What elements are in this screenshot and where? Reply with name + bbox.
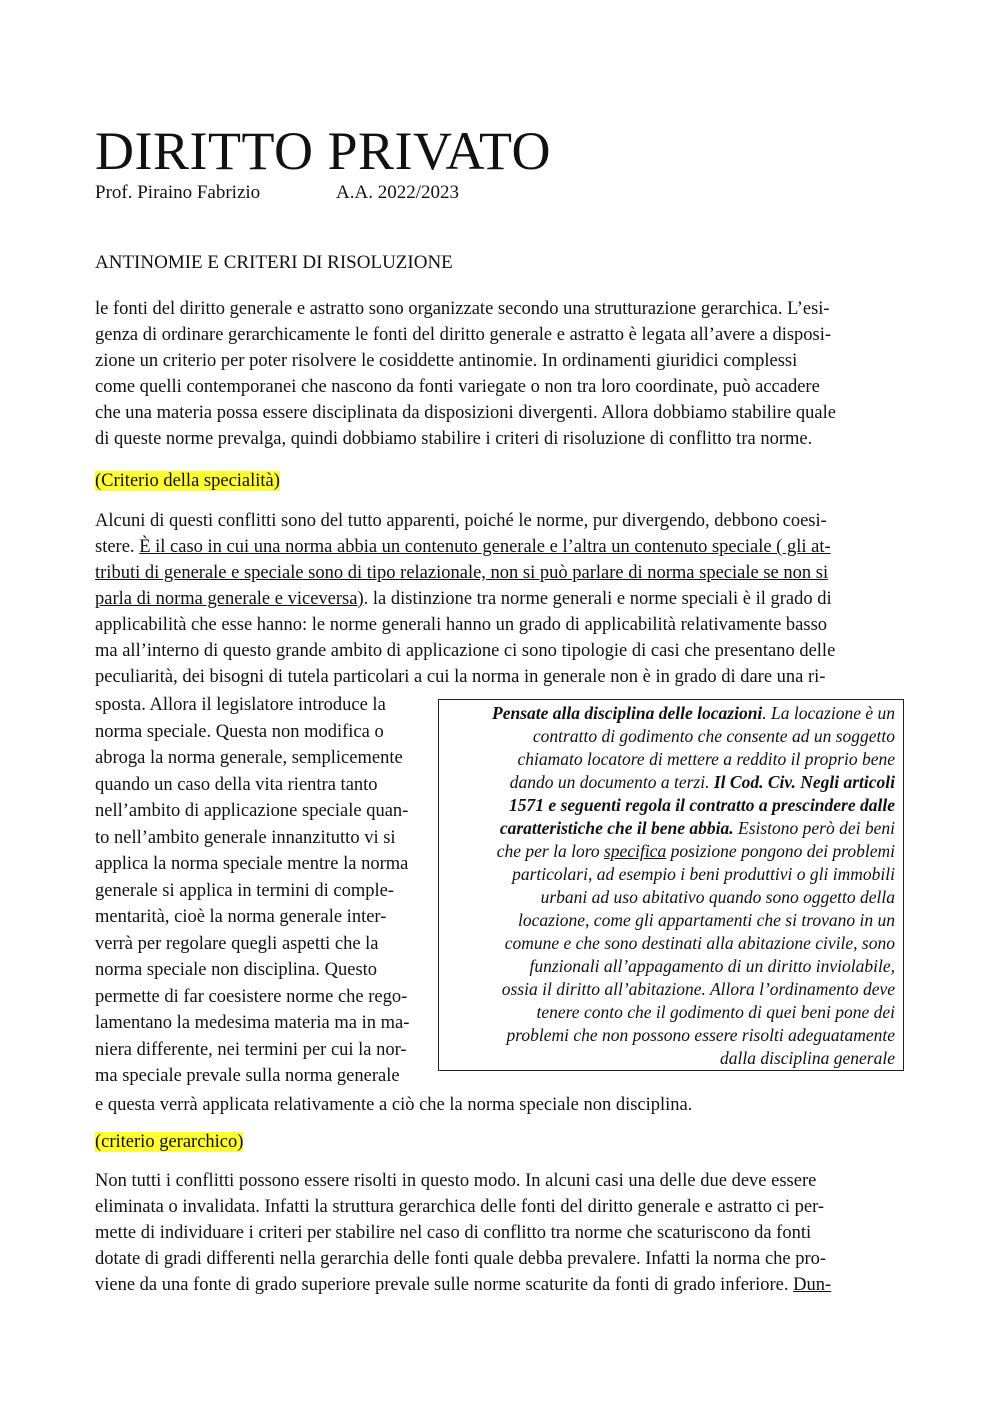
text-line: locazione, come gli appartamenti che si trovano in un — [517, 910, 895, 930]
text-line: zione un criterio per poter risolvere le cosiddette antinomie. In ordinamenti giuridici complessi — [95, 351, 798, 371]
text-line: abroga la norma generale, semplicemente — [95, 748, 403, 768]
text-line: che una materia possa essere disciplinata da disposizioni divergenti. Allora dobbiamo stabilire quale — [95, 403, 836, 423]
highlighted-heading: (criterio gerarchico) — [95, 1132, 244, 1152]
bold-text: 1571 e seguenti regola il contratto a prescindere dalle — [509, 795, 895, 815]
text-line: ossia il diritto all’abitazione. Allora l’ordinamento deve — [501, 979, 895, 999]
heading-criterio-gerarchico — [95, 1129, 243, 1155]
text-line: Alcuni di questi conflitti sono del tutto apparenti, poiché le norme, pur divergendo, debbono coesi- — [95, 511, 827, 531]
text-line: genza di ordinare gerarchicamente le fonti del diritto generale e astratto è legata all’avere a disposi- — [95, 325, 832, 345]
text-span: posizione pongono dei problemi — [666, 841, 895, 861]
underlined-text: parla di norma generale e viceversa) — [95, 589, 364, 609]
section-title: ANTINOMIE E CRITERI DI RISOLUZIONE — [95, 252, 453, 273]
text-line: niera differente, nei termini per cui la nor- — [95, 1039, 407, 1060]
text-line: quando un caso della vita rientra tanto — [95, 774, 378, 795]
professor-name: Prof. Piraino Fabrizio — [95, 182, 261, 203]
bold-text: caratteristiche che il bene abbia. — [499, 818, 734, 838]
text-line: norma speciale. Questa non modifica o — [95, 721, 384, 742]
text-line: tenere conto che il godimento di quei beni pone dei — [536, 1002, 895, 1022]
text-line: mentarità, cioè la norma generale inter- — [95, 907, 387, 927]
text-span: . La locazione è un — [762, 703, 895, 723]
text-line: funzionali all’appagamento di un diritto inviolabile, — [529, 956, 895, 976]
text-line: le fonti del diritto generale e astratto sono organizzate secondo una strutturazione gerarchica. L’esi- — [95, 299, 830, 319]
text-line — [95, 534, 835, 560]
text-line: particolari, ad esempio i beni produttivi o gli immobili — [512, 864, 895, 884]
text-span: stere. — [95, 537, 140, 557]
text-line: peculiarità, dei bisogni di tutela particolari a cui la norma in generale non è in grado di dare una ri- — [95, 667, 826, 687]
text-span: . la distinzione tra norme generali e norme speciali è il grado di — [363, 589, 832, 609]
text-line: problemi che non possono essere risolti adeguatamente — [506, 1025, 895, 1045]
text-line: dalla disciplina generale — [720, 1048, 895, 1068]
underlined-text: specifica — [604, 841, 667, 861]
academic-year: A.A. 2022/2023 — [336, 182, 459, 203]
text-line: ma speciale prevale sulla norma generale — [95, 1066, 400, 1086]
text-line — [492, 702, 895, 725]
text-line: mette di individuare i criteri per stabilire nel caso di conflitto tra norme che scaturiscono da fonti — [95, 1223, 812, 1243]
text-line: permette di far coesistere norme che rego- — [95, 986, 408, 1007]
text-line: come quelli contemporanei che nascono da fonti variegate o non tra loro coordinate, può accadere — [95, 377, 820, 397]
text-line: lamentano la medesima materia ma in ma- — [95, 1013, 410, 1033]
heading-criterio-specialita — [95, 468, 280, 494]
text-span: viene da una fonte di grado superiore prevale sulle norme scaturite da fonti di grado inferiore. — [95, 1275, 794, 1295]
text-line: eliminata o invalidata. Infatti la struttura gerarchica delle fonti del diritto generale e astratto ci per- — [95, 1197, 825, 1217]
text-line: comune e che sono destinati alla abitazione civile, sono — [504, 933, 895, 953]
text-span: Esistono però dei beni — [733, 818, 895, 838]
text-line: di queste norme prevalga, quindi dobbiamo stabilire i criteri di risoluzione di conflitto tra norme. — [95, 429, 813, 449]
bold-text: Il Cod. Civ. Negli articoli — [713, 772, 895, 792]
text-line: Non tutti i conflitti possono essere risolti in questo modo. In alcuni casi una delle due deve essere — [95, 1171, 817, 1191]
text-line — [95, 1272, 831, 1298]
text-line: to nell’ambito generale innanzitutto vi si — [95, 827, 396, 848]
bold-text: Pensate alla disciplina delle locazioni — [492, 703, 763, 723]
locazioni-text-box — [438, 699, 904, 1071]
intro-paragraph — [95, 296, 836, 452]
text-line: dotate di gradi differenti nella gerarchia delle fonti quale debba prevalere. Infatti la norma che pro- — [95, 1249, 827, 1269]
text-line: generale si applica in termini di comple- — [95, 880, 394, 901]
text-line — [492, 771, 895, 794]
text-line — [492, 817, 895, 840]
text-line: chiamato locatore di mettere a reddito il proprio bene — [517, 749, 895, 769]
locazioni-box-text — [492, 702, 895, 1070]
document-title: DIRITTO PRIVATO — [95, 121, 552, 181]
text-line — [492, 794, 895, 817]
specialita-paragraph — [95, 508, 835, 690]
underlined-text: Dun- — [793, 1275, 832, 1295]
text-line: applicabilità che esse hanno: le norme generali hanno un grado di applicabilità relativamente basso — [95, 615, 828, 635]
text-span: dando un documento a terzi. — [509, 772, 714, 792]
specialita-closing-line — [95, 1092, 692, 1118]
text-line: sposta. Allora il legislatore introduce la — [95, 695, 386, 715]
highlighted-heading: (Criterio della specialità) — [95, 471, 280, 491]
text-line: verrà per regolare quegli aspetti che la — [95, 933, 379, 954]
text-line: contratto di godimento che consente ad un soggetto — [532, 726, 895, 746]
underlined-text: È il caso in cui una norma abbia un contenuto generale e l’altra un contenuto speciale ( gli at- — [139, 537, 831, 557]
gerarchico-paragraph — [95, 1168, 831, 1298]
text-line: urbani ad uso abitativo quando sono oggetto della — [540, 887, 895, 907]
text-line: norma speciale non disciplina. Questo — [95, 960, 378, 980]
specialita-narrow-column — [95, 692, 409, 1090]
text-line: ma all’interno di questo grande ambito di applicazione ci sono tipologie di casi che presentano delle — [95, 641, 836, 661]
text-line: applica la norma speciale mentre la norma — [95, 854, 409, 874]
text-line — [95, 586, 835, 612]
text-span: che per la loro — [496, 841, 604, 861]
underlined-line: tributi di generale e speciale sono di tipo relazionale, non si può parlare di norma speciale se non si — [95, 563, 829, 583]
text-line — [492, 840, 895, 863]
text-line: e questa verrà applicata relativamente a ciò che la norma speciale non disciplina. — [95, 1095, 693, 1115]
text-line: nell’ambito di applicazione speciale quan- — [95, 801, 409, 821]
